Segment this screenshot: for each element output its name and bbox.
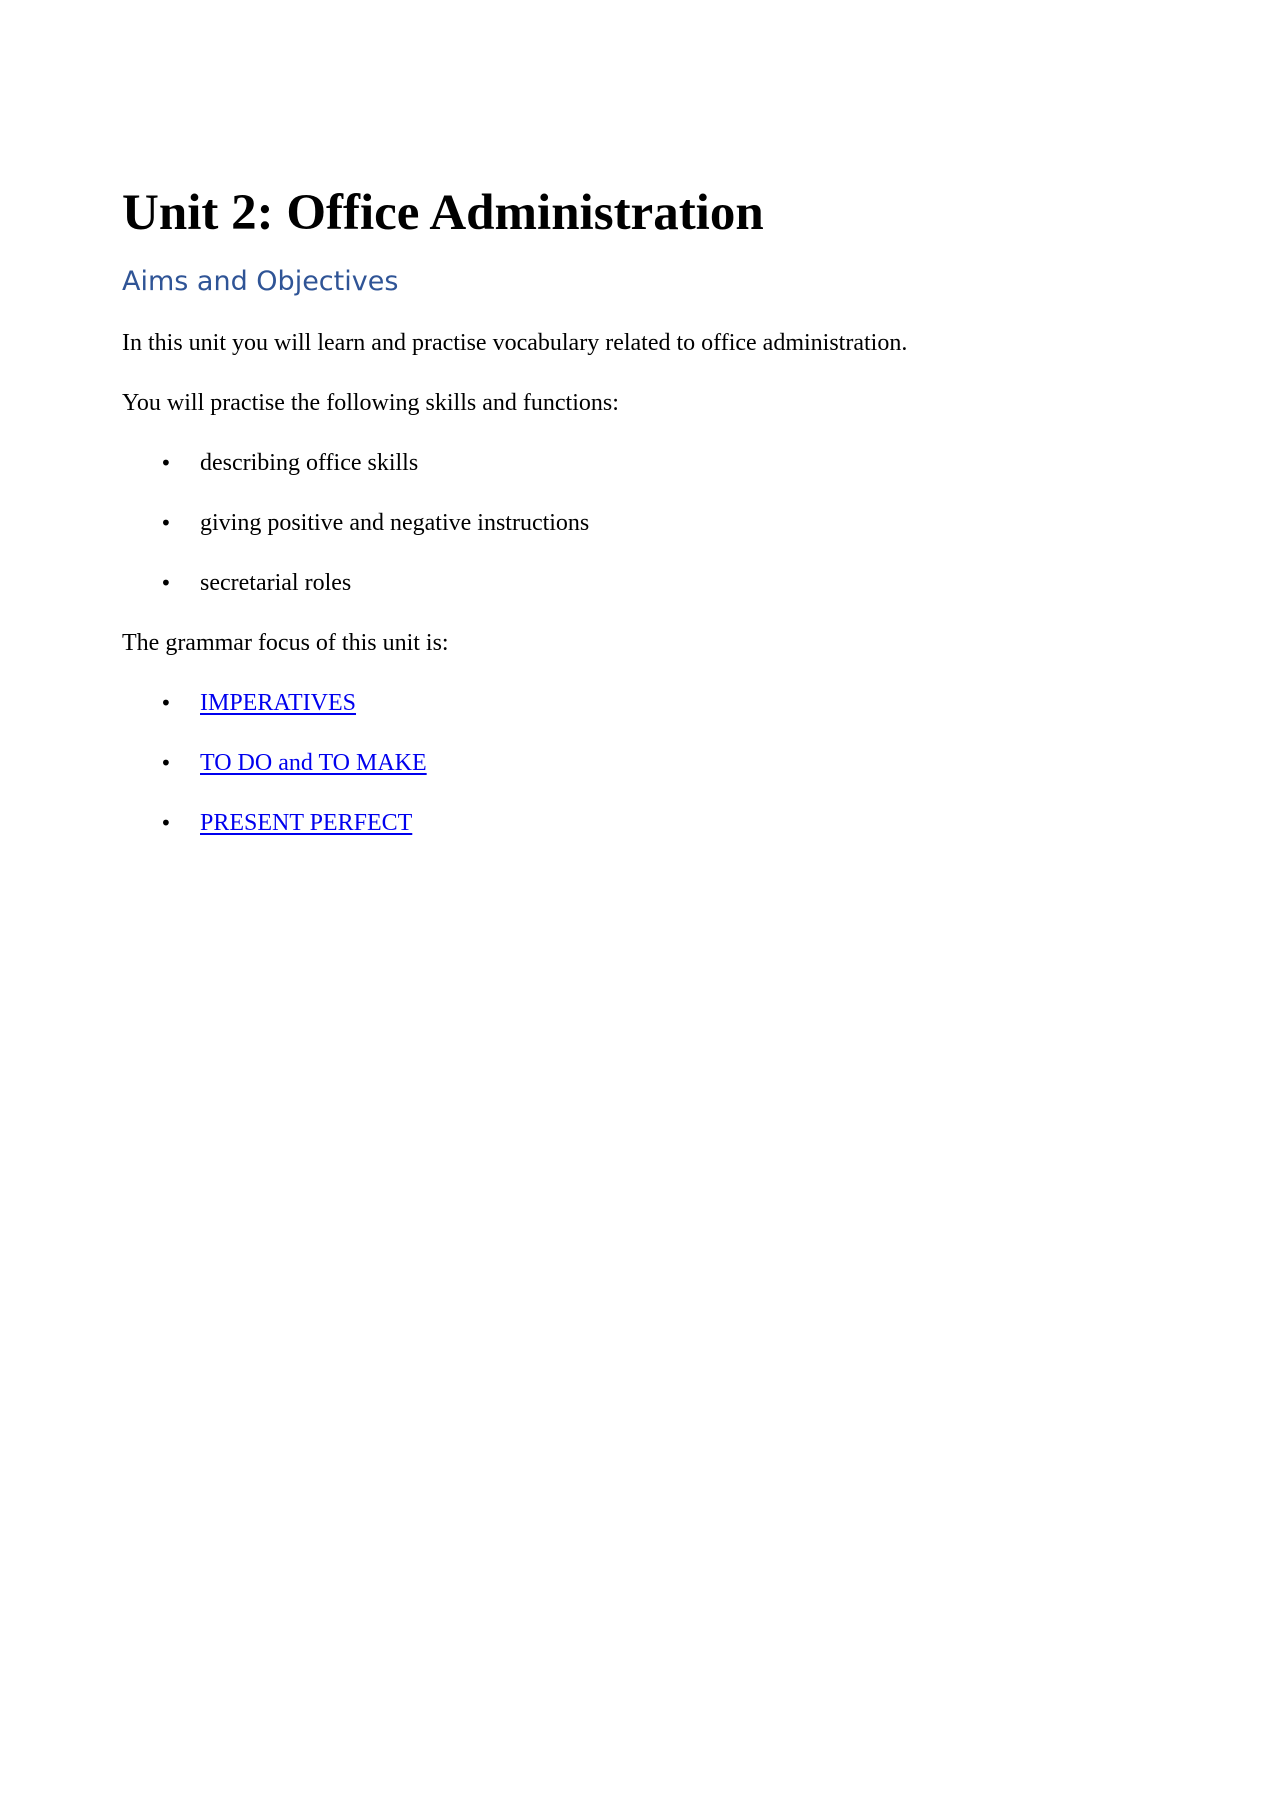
bullet-icon: • xyxy=(160,571,172,595)
list-item xyxy=(122,448,1162,478)
page-title: Unit 2: Office Administration xyxy=(122,185,764,241)
link-to-do-and-to-make[interactable]: TO DO and TO MAKE xyxy=(200,750,427,776)
list-item xyxy=(122,688,1162,718)
grammar-list xyxy=(122,688,1162,838)
link-present-perfect[interactable]: PRESENT PERFECT xyxy=(200,810,413,836)
skill-text: secretarial roles xyxy=(200,570,352,596)
bullet-icon: • xyxy=(160,451,172,475)
skill-text: describing office skills xyxy=(200,450,419,476)
skills-list xyxy=(122,448,1162,598)
section-heading-aims: Aims and Objectives xyxy=(122,266,399,297)
skills-intro-paragraph: You will practise the following skills and functions: xyxy=(122,390,619,416)
bullet-icon: • xyxy=(160,751,172,775)
bullet-icon: • xyxy=(160,511,172,535)
document-page xyxy=(122,182,1162,838)
list-item xyxy=(122,748,1162,778)
bullet-icon: • xyxy=(160,811,172,835)
grammar-intro-paragraph: The grammar focus of this unit is: xyxy=(122,630,449,656)
list-item xyxy=(122,508,1162,538)
link-imperatives[interactable]: IMPERATIVES xyxy=(200,690,357,716)
skill-text: giving positive and negative instructions xyxy=(200,510,590,536)
bullet-icon: • xyxy=(160,691,172,715)
intro-paragraph: In this unit you will learn and practise vocabulary related to office administration. xyxy=(122,330,908,356)
list-item xyxy=(122,808,1162,838)
list-item xyxy=(122,568,1162,598)
